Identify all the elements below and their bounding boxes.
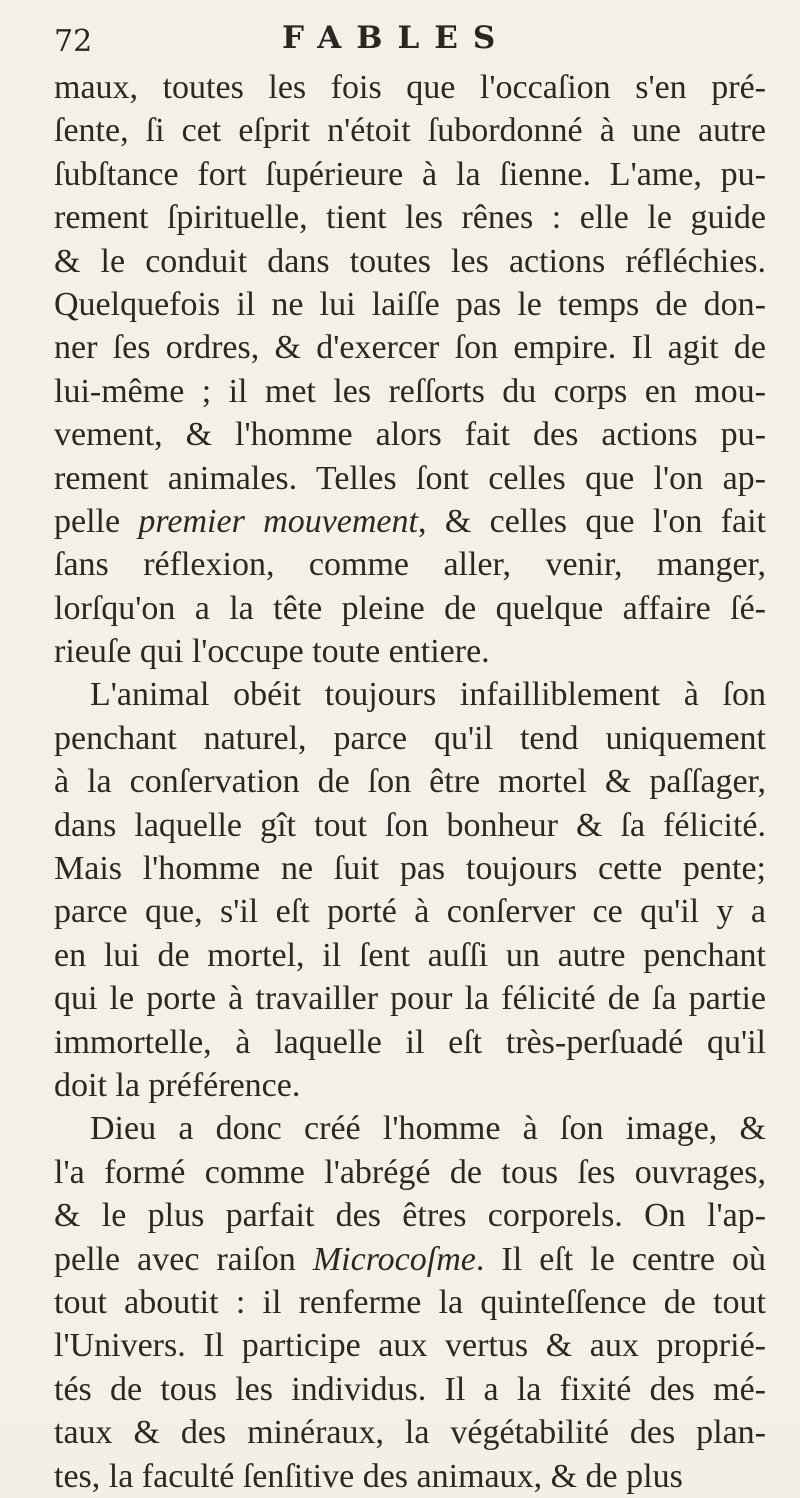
text-line: Quelquefois il ne lui laiſſe pas le temps de don- [54,285,766,323]
text-line: Mais l'homme ne ſuit pas toujours cette pente; [54,850,766,888]
text-line: Dieu a donc créé l'homme à ſon image, & [90,1110,766,1148]
text-line: rement ſpirituelle, tient les rênes : elle le guide [54,199,766,237]
italic-phrase: Microcoſme [312,1240,476,1278]
text-line: rement animales. Telles ſont celles que l'on ap- [54,459,766,497]
text-line: l'a formé comme l'abrégé de tous ſes ouvrages, [54,1153,766,1191]
text-line: ſente, ſi cet eſprit n'étoit ſubordonné à une autre [54,112,766,150]
text-line: à la conſervation de ſon être mortel & paſſager, [54,763,766,801]
text-line: lui-même ; il met les reſſorts du corps en mou- [54,372,766,410]
text-line: taux & des minéraux, la végétabilité des plan- [54,1414,766,1452]
text-line: pelle avec raiſon Microcoſme. Il eſt le centre où [54,1240,766,1278]
text-line: dans laquelle gît tout ſon bonheur & ſa félicité. [54,806,766,844]
page-number: 72 [54,24,93,59]
text-line: doit la préférence. [54,1066,301,1104]
italic-phrase: premier mouvement [138,502,418,540]
text-line: en lui de mortel, il ſent auſſi un autre penchant [54,936,766,974]
text-line: tes, la faculté ſenſitive des animaux, & de plus [54,1457,683,1495]
text-line: ner ſes ordres, & d'exercer ſon empire. Il agit de [54,329,766,367]
text-line: ſubſtance fort ſupérieure à la ſienne. L'ame, pu- [54,155,766,193]
text-line: tés de tous les individus. Il a la fixité des mé- [54,1370,766,1408]
text-line: maux, toutes les fois que l'occaſion s'en pré- [54,69,766,106]
text-line: l'Univers. Il participe aux vertus & aux proprié- [54,1327,766,1365]
text-line: qui le porte à travailler pour la félicité de ſa partie [54,980,766,1018]
text-line: & le conduit dans toutes les actions réfléchies. [54,242,766,280]
text-line: parce que, s'il eſt porté à conſerver ce qu'il y a [54,893,766,931]
body-text [54,66,766,1498]
text-line: & le plus parfait des êtres corporels. On l'ap- [54,1197,766,1235]
text-line: penchant naturel, parce qu'il tend uniquement [54,719,766,757]
text-line: lorſqu'on a la tête pleine de quelque affaire ſé- [54,589,766,627]
text-line: pelle premier mouvement, & celles que l'on fait [54,502,766,540]
text-line: immortelle, à laquelle il eſt très-perſuadé qu'il [54,1023,766,1061]
text-line: L'animal obéit toujours infailliblement à ſon [90,676,766,714]
running-head: FABLES [282,20,511,56]
text-line: ſans réflexion, comme aller, venir, manger, [54,546,766,584]
page-header [54,18,774,68]
text-line: tout aboutit : il renferme la quinteſſence de tout [54,1283,766,1321]
text-line: rieuſe qui l'occupe toute entiere. [54,633,490,671]
text-line: vement, & l'homme alors fait des actions pu- [54,416,766,454]
